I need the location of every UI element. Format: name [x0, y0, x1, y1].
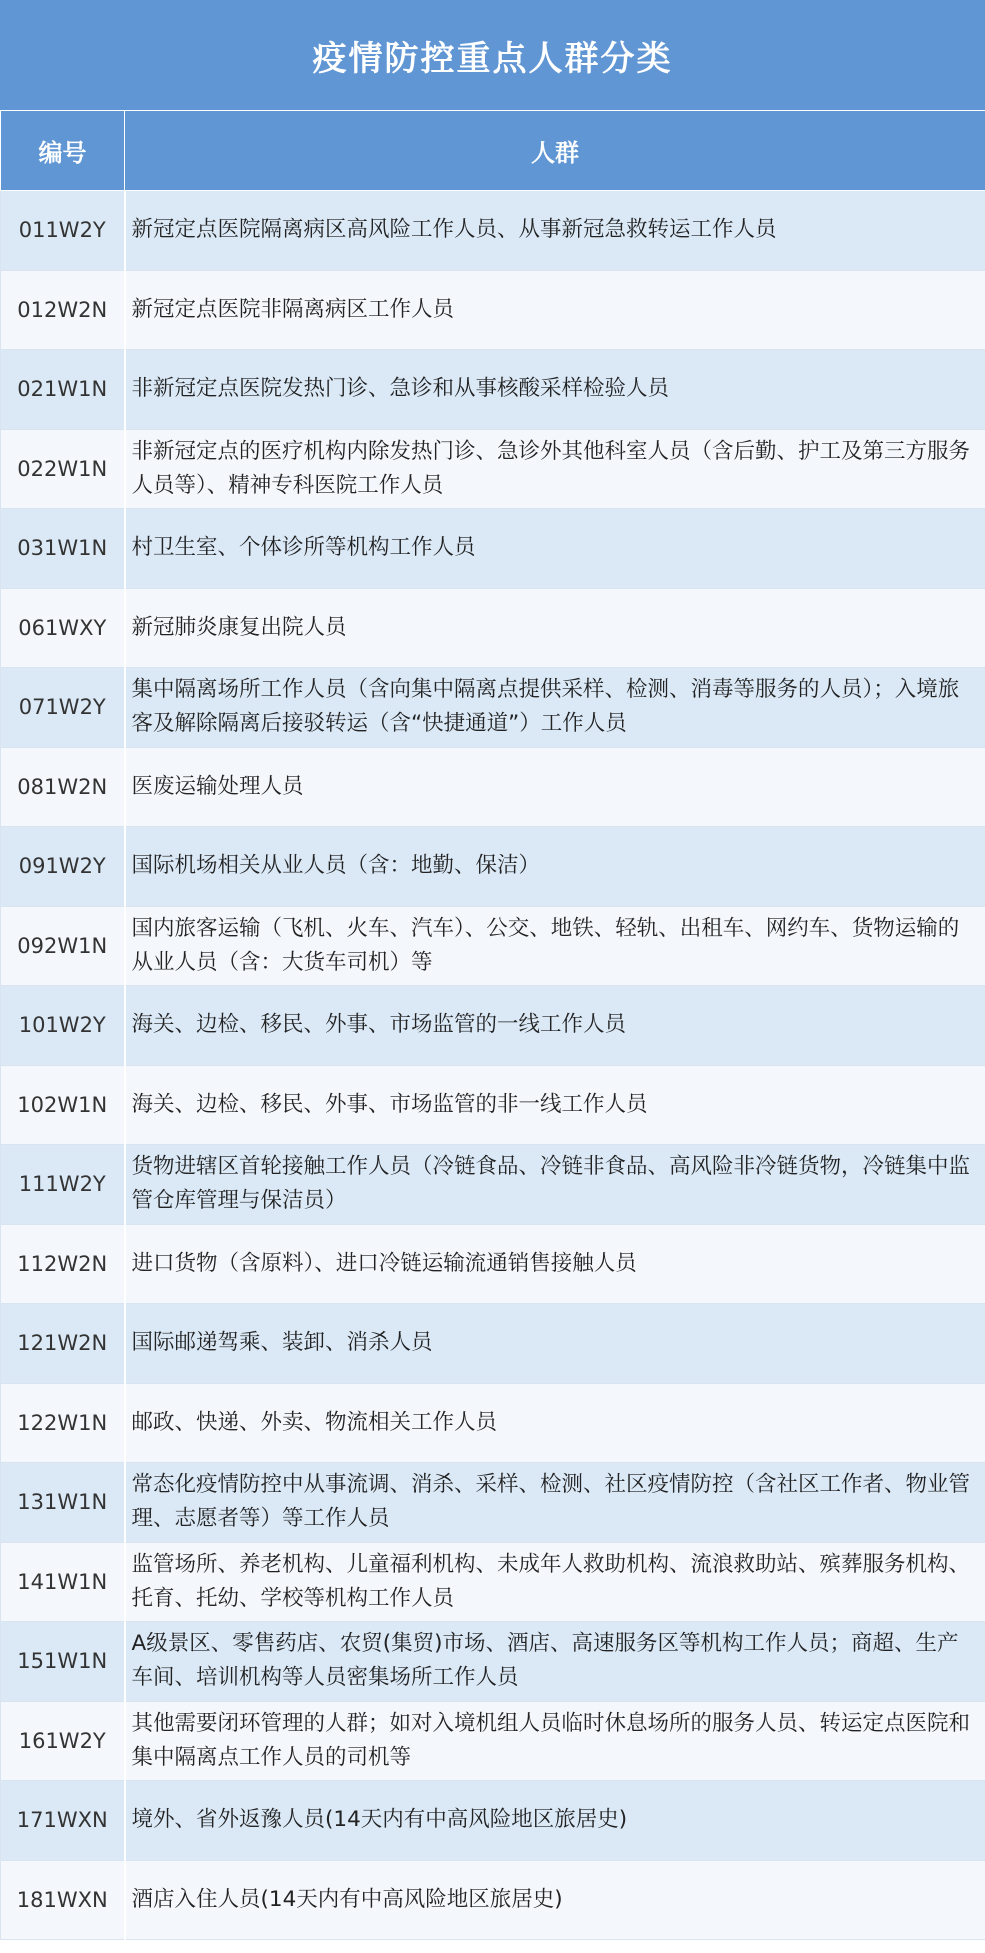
table-row	[1, 350, 985, 430]
row-group: 新冠定点医院隔离病区高风险工作人员、从事新冠急救转运工作人员	[125, 191, 985, 271]
row-code: 081W2N	[1, 747, 125, 827]
row-code: 122W1N	[1, 1383, 125, 1463]
table-row	[1, 1622, 985, 1702]
header-code: 编号	[1, 111, 125, 191]
row-group: 集中隔离场所工作人员（含向集中隔离点提供采样、检测、消毒等服务的人员）；入境旅客及解除隔离后接驳转运（含“快捷通道”）工作人员	[125, 668, 985, 748]
row-code: 101W2Y	[1, 986, 125, 1066]
table-row	[1, 827, 985, 907]
row-group: 监管场所、养老机构、儿童福利机构、未成年人救助机构、流浪救助站、殡葬服务机构、托育、托幼、学校等机构工作人员	[125, 1542, 985, 1622]
row-group: 海关、边检、移民、外事、市场监管的非一线工作人员	[125, 1065, 985, 1145]
row-group: 村卫生室、个体诊所等机构工作人员	[125, 509, 985, 589]
table-row	[1, 986, 985, 1066]
table-row	[1, 747, 985, 827]
table-row	[1, 1860, 985, 1940]
row-group: 国际机场相关从业人员（含：地勤、保洁）	[125, 827, 985, 907]
header-row	[1, 111, 985, 191]
page-title: 疫情防控重点人群分类	[0, 0, 985, 110]
table-row	[1, 1463, 985, 1543]
row-code: 141W1N	[1, 1542, 125, 1622]
table-row	[1, 668, 985, 748]
row-code: 071W2Y	[1, 668, 125, 748]
table-row	[1, 1224, 985, 1304]
row-code: 181WXN	[1, 1860, 125, 1940]
table-row	[1, 191, 985, 271]
table-row	[1, 1304, 985, 1384]
row-group: 非新冠定点医院发热门诊、急诊和从事核酸采样检验人员	[125, 350, 985, 430]
population-table	[0, 110, 985, 1940]
row-code: 112W2N	[1, 1224, 125, 1304]
row-code: 022W1N	[1, 429, 125, 509]
row-group: 其他需要闭环管理的人群；如对入境机组人员临时休息场所的服务人员、转运定点医院和集中隔离点工作人员的司机等	[125, 1701, 985, 1781]
row-group: 海关、边检、移民、外事、市场监管的一线工作人员	[125, 986, 985, 1066]
row-code: 171WXN	[1, 1781, 125, 1861]
row-code: 102W1N	[1, 1065, 125, 1145]
table-row	[1, 509, 985, 589]
row-code: 011W2Y	[1, 191, 125, 271]
row-group: 新冠肺炎康复出院人员	[125, 588, 985, 668]
row-group: 国际邮递驾乘、装卸、消杀人员	[125, 1304, 985, 1384]
row-code: 092W1N	[1, 906, 125, 986]
table-row	[1, 906, 985, 986]
row-code: 061WXY	[1, 588, 125, 668]
row-group: 货物进辖区首轮接触工作人员（冷链食品、冷链非食品、高风险非冷链货物，冷链集中监管仓库管理与保洁员）	[125, 1145, 985, 1225]
row-group: 国内旅客运输（飞机、火车、汽车）、公交、地铁、轻轨、出租车、网约车、货物运输的从业人员（含：大货车司机）等	[125, 906, 985, 986]
row-code: 091W2Y	[1, 827, 125, 907]
row-code: 021W1N	[1, 350, 125, 430]
table-header	[1, 111, 985, 191]
row-group: 境外、省外返豫人员(14天内有中高风险地区旅居史)	[125, 1781, 985, 1861]
header-group: 人群	[125, 111, 985, 191]
row-group: 进口货物（含原料）、进口冷链运输流通销售接触人员	[125, 1224, 985, 1304]
table-row	[1, 1145, 985, 1225]
row-group: 邮政、快递、外卖、物流相关工作人员	[125, 1383, 985, 1463]
row-code: 121W2N	[1, 1304, 125, 1384]
table-row	[1, 1065, 985, 1145]
table-row	[1, 1383, 985, 1463]
row-group: 非新冠定点的医疗机构内除发热门诊、急诊外其他科室人员（含后勤、护工及第三方服务人员等）、精神专科医院工作人员	[125, 429, 985, 509]
row-group: 常态化疫情防控中从事流调、消杀、采样、检测、社区疫情防控（含社区工作者、物业管理、志愿者等）等工作人员	[125, 1463, 985, 1543]
row-code: 031W1N	[1, 509, 125, 589]
row-group: 新冠定点医院非隔离病区工作人员	[125, 270, 985, 350]
row-code: 151W1N	[1, 1622, 125, 1702]
table-row	[1, 1781, 985, 1861]
row-group: 酒店入住人员(14天内有中高风险地区旅居史)	[125, 1860, 985, 1940]
row-group: A级景区、零售药店、农贸(集贸)市场、酒店、高速服务区等机构工作人员；商超、生产车间、培训机构等人员密集场所工作人员	[125, 1622, 985, 1702]
row-group: 医废运输处理人员	[125, 747, 985, 827]
row-code: 161W2Y	[1, 1701, 125, 1781]
row-code: 012W2N	[1, 270, 125, 350]
row-code: 111W2Y	[1, 1145, 125, 1225]
table-row	[1, 270, 985, 350]
table-body	[1, 191, 985, 1940]
table-row	[1, 588, 985, 668]
table-row	[1, 1542, 985, 1622]
row-code: 131W1N	[1, 1463, 125, 1543]
table-row	[1, 429, 985, 509]
table-row	[1, 1701, 985, 1781]
